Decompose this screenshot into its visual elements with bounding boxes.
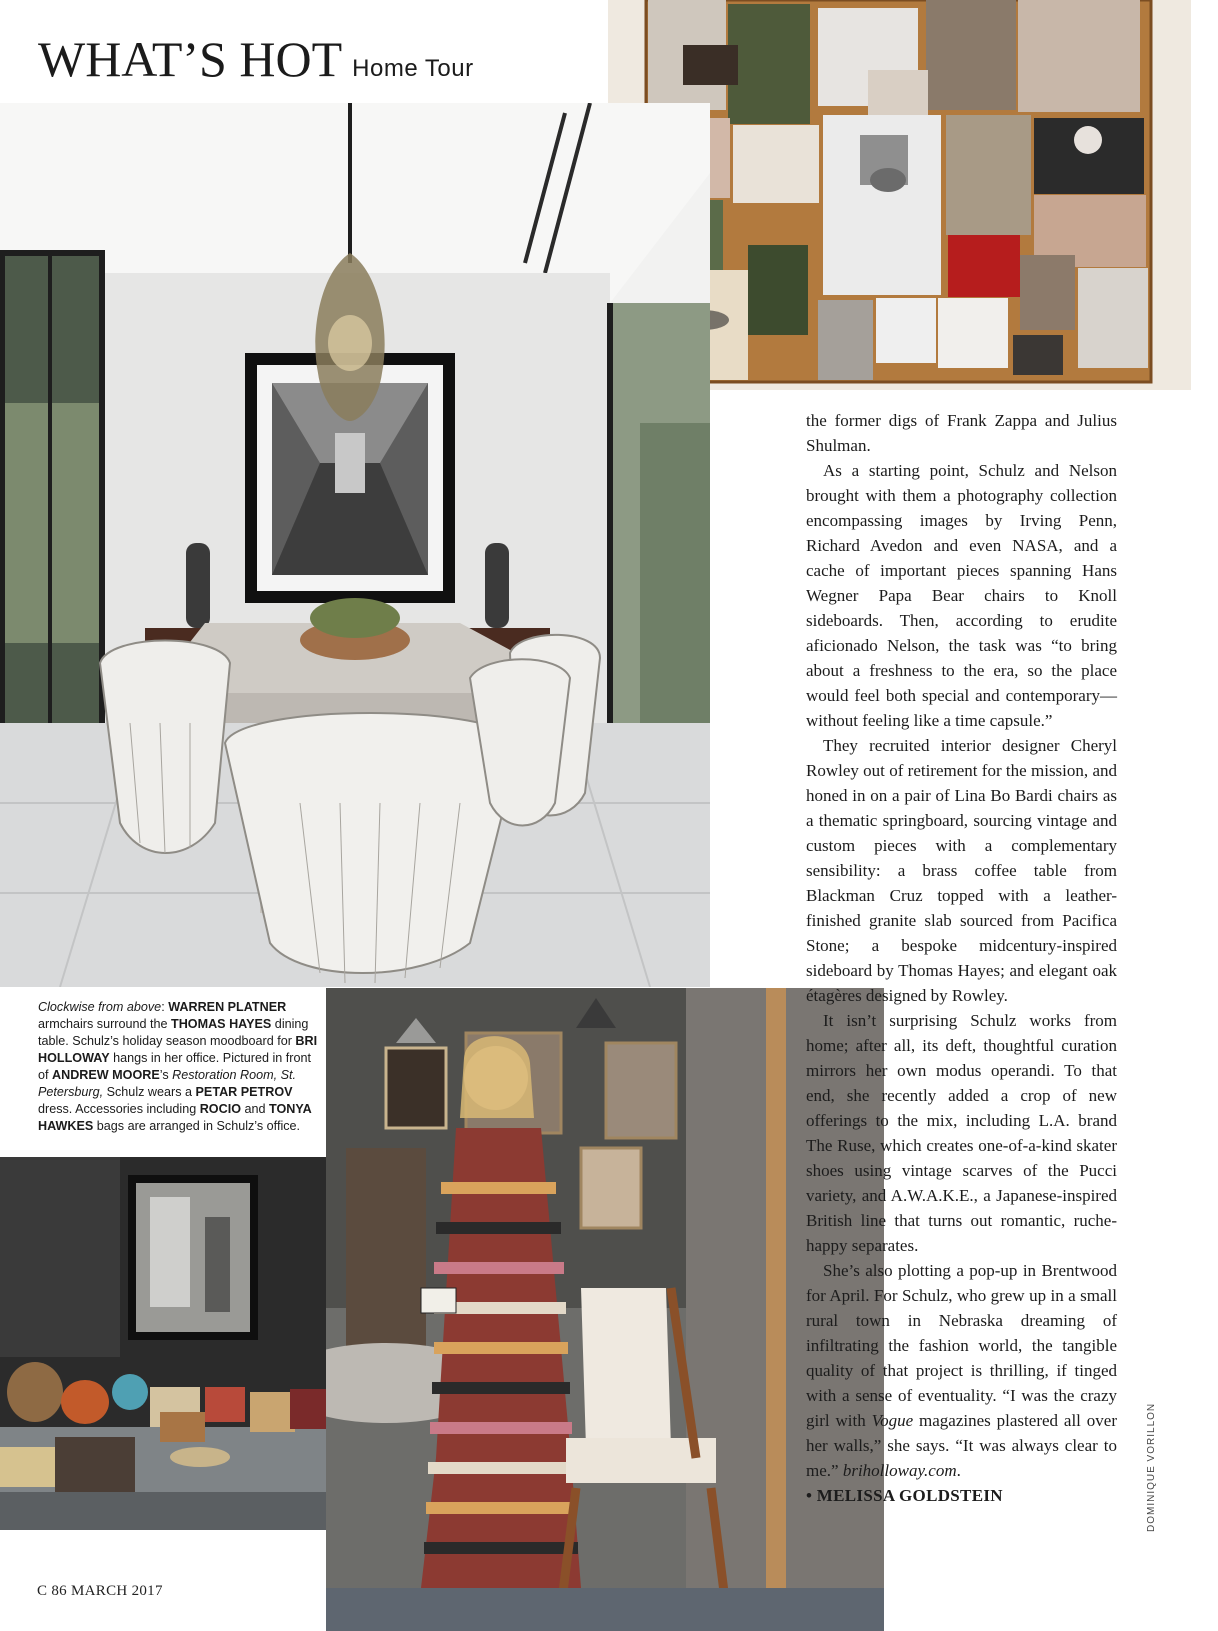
article-text: She’s also plotting a pop-up in Brentwood for April. For Schulz, who grew up in a small rural town in Nebraska dreaming of infiltrating the fashion world, the tangible quality of that project is thrilling, if tinged with a sense of eventuality. “I was the crazy girl with [806, 1261, 1117, 1430]
bags-office-photo [0, 1157, 326, 1530]
caption-text: ’s [159, 1068, 173, 1082]
article-paragraph [806, 1258, 1117, 1483]
caption-text: armchairs surround the [38, 1017, 171, 1031]
magazine-title: Vogue [871, 1411, 914, 1430]
caption-credit-name: WARREN PLATNER [168, 1000, 287, 1014]
caption-credit-name: TONYA HAWKES [38, 1102, 312, 1133]
article-text: . [956, 1461, 961, 1480]
portrait-photo [326, 988, 884, 1631]
article-text: magazines plastered all over her walls,” she says. “It was always clear to me.” [806, 1411, 1117, 1480]
caption-credit-name: THOMAS HAYES [171, 1017, 272, 1031]
photo-caption [38, 999, 323, 1135]
author-byline: • MELISSA GOLDSTEIN [806, 1486, 1003, 1505]
caption-credit-name: ANDREW MOORE [52, 1068, 160, 1082]
article-paragraph: As a starting point, Schulz and Nelson brought with them a photography collection encompassing images by Irving Penn, Richard Avedon and even NASA, and a cache of important pieces spanning Hans Wegner Papa Bear chairs to Knoll sideboards. Then, according to erudite aficionado Nelson, the task was “to bring about a freshness to the era, so the place would feel both special and contemporary—without feeling like a time capsule.” [806, 461, 1117, 730]
article-body [806, 408, 1117, 1508]
caption-text: and [240, 1102, 269, 1116]
caption-credit-name: PETAR PETROV [195, 1085, 293, 1099]
caption-text: Schulz wears a [103, 1085, 196, 1099]
caption-text: : [161, 1000, 169, 1014]
section-subtitle: Home Tour [352, 55, 474, 82]
caption-text: dress. Accessories including [38, 1102, 200, 1116]
website-link[interactable]: briholloway.com [842, 1461, 957, 1480]
dining-room-photo [0, 103, 710, 987]
caption-text: dining table. Schulz’s holiday season moodboard for [38, 1017, 309, 1048]
caption-text: bags are arranged in Schulz’s office. [93, 1119, 301, 1133]
caption-credit-name: BRI HOLLOWAY [38, 1034, 318, 1065]
caption-credit-name: ROCIO [199, 1102, 241, 1116]
article-paragraph: It isn’t surprising Schulz works from home; after all, its deft, thoughtful curation mirrors her own modus operandi. To that end, she recently added a crop of new offerings to the mix, including L.A. brand The Ruse, which creates one-of-a-kind skater shoes using vintage scarves of the Pucci variety, and A.W.A.K.E., a Japanese-inspired British line that turns out romantic, ruche-happy separates. [806, 1011, 1117, 1255]
caption-artwork-title: Restoration Room, St. Petersburg, [38, 1068, 297, 1099]
section-title: WHAT’S HOT [38, 31, 343, 87]
caption-lead: Clockwise from above [38, 1000, 162, 1014]
photo-credit: DOMINIQUE VORILLON [1146, 1402, 1157, 1532]
page-folio: C 86 MARCH 2017 [37, 1583, 163, 1599]
article-paragraph: They recruited interior designer Cheryl Rowley out of retirement for the mission, and honed in on a pair of Lina Bo Bardi chairs as a thematic springboard, sourcing vintage and custom pieces with a complementary sensibility: a brass coffee table from Blackman Cruz topped with a leather-finished granite slab sourced from Pacifica Stone; a bespoke midcentury-inspired sideboard by Thomas Hayes; and elegant oak étagères designed by Rowley. [806, 736, 1117, 1005]
article-paragraph: the former digs of Frank Zappa and Julius Shulman. [806, 411, 1117, 455]
caption-text: hangs in her office. Pictured in front of [38, 1051, 311, 1082]
section-header [38, 30, 474, 88]
